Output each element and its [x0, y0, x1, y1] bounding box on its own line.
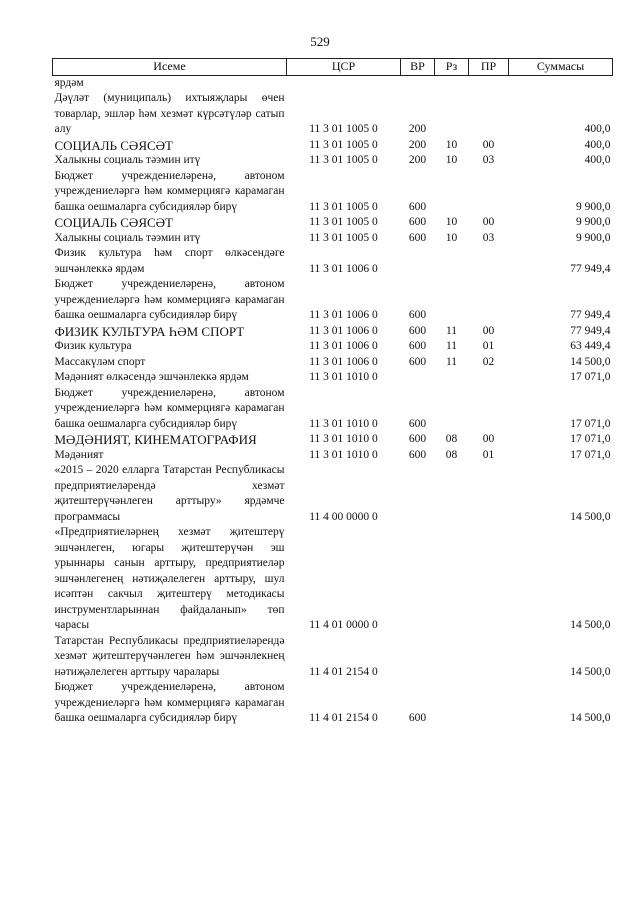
table-row	[53, 169, 613, 216]
cell-sum	[509, 75, 613, 91]
cell-pr: 02	[482, 355, 495, 368]
table-row	[53, 448, 613, 464]
cell-vr: 600	[408, 231, 427, 244]
cell-csr: 11 3 01 1005 0	[309, 231, 378, 244]
cell-csr: 11 3 01 1005 0	[309, 138, 378, 151]
cell-vr	[401, 634, 435, 681]
cell-pr: 00	[482, 138, 495, 151]
table-row	[53, 463, 613, 525]
cell-vr	[401, 525, 435, 634]
cell-rz	[435, 386, 469, 433]
cell-pr	[469, 91, 509, 138]
cell-rz: 08	[445, 448, 458, 461]
header-vr: ВР	[401, 59, 435, 76]
cell-sum: 17 071,0	[570, 371, 611, 383]
cell-name: Мәдәният өлкәсендә эшчәнлеккә ярдәм	[54, 371, 249, 383]
cell-vr	[401, 75, 435, 91]
cell-name: Мәдәният	[54, 448, 104, 461]
header-csr: ЦСР	[287, 59, 401, 76]
cell-sum: 14 500,0	[570, 619, 611, 631]
budget-table	[52, 58, 613, 727]
cell-rz	[435, 370, 469, 386]
cell-rz: 08	[445, 433, 458, 445]
cell-csr: 11 3 01 1005 0	[309, 123, 378, 135]
cell-sum: 14 500,0	[570, 355, 611, 368]
table-row	[53, 370, 613, 386]
cell-rz: 10	[445, 138, 458, 151]
cell-pr: 00	[482, 216, 495, 228]
cell-sum: 63 449,4	[570, 340, 611, 352]
table-row	[53, 75, 613, 91]
cell-pr	[469, 525, 509, 634]
cell-pr	[469, 386, 509, 433]
cell-sum: 17 071,0	[570, 433, 611, 445]
cell-name: Бюджет учреждениеләренә, автоном учреждениеләргә һәм коммерциягә карамаган башка оешмаларга субсидияләр бирү	[54, 169, 285, 213]
table-header-row	[53, 59, 613, 76]
cell-pr	[469, 634, 509, 681]
cell-csr: 11 3 01 1005 0	[309, 216, 378, 228]
cell-vr: 600	[408, 433, 427, 445]
cell-pr	[469, 463, 509, 525]
cell-sum: 17 071,0	[570, 417, 611, 430]
cell-rz	[435, 634, 469, 681]
header-sum: Суммасы	[509, 59, 613, 76]
cell-sum: 14 500,0	[570, 712, 611, 724]
cell-vr: 600	[408, 200, 427, 213]
cell-csr: 11 3 01 1006 0	[309, 262, 378, 275]
table-row	[53, 246, 613, 277]
cell-sum: 77 949,4	[570, 262, 611, 275]
cell-pr	[469, 680, 509, 727]
cell-pr: 03	[482, 154, 495, 166]
cell-vr: 200	[408, 154, 427, 166]
cell-sum: 9 900,0	[576, 200, 611, 213]
cell-name: ярдәм	[54, 76, 84, 89]
cell-csr: 11 3 01 1006 0	[309, 324, 378, 337]
cell-name: Бюджет учреждениеләренә, автоном учреждениеләргә һәм коммерциягә карамаган башка оешмаларга субсидияләр бирү	[54, 278, 285, 321]
cell-vr: 600	[408, 417, 427, 430]
table-row	[53, 355, 613, 371]
cell-sum: 14 500,0	[570, 665, 611, 678]
header-pr: ПР	[469, 59, 509, 76]
cell-name: Бюджет учреждениеләренә, автоном учреждениеләргә һәм коммерциягә карамаган башка оешмаларга субсидияләр бирү	[54, 681, 285, 724]
table-body	[53, 75, 613, 727]
cell-rz	[435, 246, 469, 277]
cell-rz	[435, 463, 469, 525]
cell-rz: 11	[445, 324, 458, 337]
cell-name: ФИЗИК КУЛЬТУРА ҺӘМ СПОРТ	[54, 323, 245, 339]
cell-sum: 9 900,0	[576, 231, 611, 244]
cell-rz	[435, 525, 469, 634]
cell-csr: 11 3 01 1010 0	[309, 448, 378, 461]
cell-name: «Предприятиеләрнең хезмәт җитештерү эшчәнлеген, югары җитештерүчән эш урыннары санын арттыру, предприятиеләр эшчәнлегенең нәтиҗәлелеген арттыру, шул исәптән сакчыл җитештерү методикасы инструментларыннан файдаланып» төп чарасы	[54, 526, 285, 631]
table-row	[53, 634, 613, 681]
cell-sum: 400,0	[584, 154, 611, 166]
table-row	[53, 525, 613, 634]
cell-vr: 600	[408, 309, 427, 321]
cell-rz: 11	[445, 340, 458, 352]
cell-name: Массакүләм спорт	[54, 355, 146, 368]
cell-vr: 200	[408, 123, 427, 135]
cell-name: Халыкны социаль тәэмин итү	[54, 154, 201, 166]
cell-rz	[435, 91, 469, 138]
cell-csr: 11 4 01 2154 0	[309, 712, 378, 724]
cell-vr	[401, 463, 435, 525]
page-number: 529	[310, 34, 330, 49]
cell-csr: 11 3 01 1010 0	[309, 417, 378, 430]
header-name: Исеме	[53, 59, 287, 76]
cell-csr: 11 3 01 1010 0	[309, 433, 378, 445]
cell-name: СОЦИАЛЬ СӘЯСӘТ	[54, 137, 173, 153]
table-row	[53, 153, 613, 169]
cell-sum: 14 500,0	[570, 510, 611, 523]
cell-vr: 600	[408, 340, 427, 352]
cell-pr: 03	[482, 231, 495, 244]
cell-csr: 11 3 01 1005 0	[309, 154, 378, 166]
cell-rz: 11	[445, 355, 458, 368]
cell-sum: 400,0	[584, 123, 611, 135]
cell-vr	[401, 246, 435, 277]
cell-pr	[469, 246, 509, 277]
cell-name: Халыкны социаль тәэмин итү	[54, 231, 201, 244]
cell-name: СОЦИАЛЬ СӘЯСӘТ	[54, 215, 173, 230]
cell-rz	[435, 277, 469, 324]
cell-pr	[469, 277, 509, 324]
cell-csr: 11 3 01 1005 0	[309, 200, 378, 213]
cell-pr: 01	[482, 448, 495, 461]
cell-sum: 400,0	[584, 138, 611, 151]
cell-pr: 00	[482, 324, 495, 337]
table-row	[53, 386, 613, 433]
cell-pr: 01	[482, 340, 495, 352]
cell-sum: 9 900,0	[576, 216, 611, 228]
cell-pr	[469, 75, 509, 91]
cell-csr: 11 3 01 1006 0	[309, 309, 378, 321]
cell-pr	[469, 169, 509, 216]
cell-vr: 600	[408, 216, 427, 228]
cell-rz: 10	[445, 216, 458, 228]
cell-sum: 17 071,0	[570, 448, 611, 461]
cell-csr: 11 4 01 0000 0	[309, 619, 378, 631]
cell-csr: 11 3 01 1010 0	[309, 371, 378, 383]
cell-vr: 600	[408, 448, 427, 461]
cell-vr	[401, 370, 435, 386]
cell-sum: 77 949,4	[570, 309, 611, 321]
cell-pr: 00	[482, 433, 495, 445]
table-row	[53, 91, 613, 138]
cell-csr: 11 4 00 0000 0	[309, 510, 378, 523]
cell-rz: 10	[445, 154, 458, 166]
cell-name: Физик культура	[54, 340, 132, 352]
cell-vr: 600	[408, 712, 427, 724]
cell-rz	[435, 680, 469, 727]
table-row	[53, 215, 613, 231]
cell-rz	[435, 169, 469, 216]
cell-name: Татарстан Республикасы предприятиеләрендә хезмәт җитештерүчәнлеген һәм эшчәнлекнең нәтиҗәлелеген арттыру чаралары	[54, 634, 285, 678]
cell-vr: 200	[408, 138, 427, 151]
cell-rz	[435, 75, 469, 91]
table-row	[53, 432, 613, 448]
cell-name: Дәүләт (муниципаль) ихтыяҗлары өчен товарлар, эшләр һәм хезмәт күрсәтүләр сатып алу	[54, 92, 285, 135]
header-rz: Рз	[435, 59, 469, 76]
cell-vr: 600	[408, 355, 427, 368]
cell-csr	[287, 75, 401, 91]
cell-csr: 11 3 01 1006 0	[309, 340, 378, 352]
cell-name: «2015 – 2020 елларга Татарстан Республикасы предприятиеләрендә хезмәт җитештерүчәнлеген арттыру» ярдәмче программасы	[54, 464, 285, 523]
cell-sum: 77 949,4	[570, 324, 611, 337]
table-row	[53, 231, 613, 247]
cell-rz: 10	[445, 231, 458, 244]
table-row	[53, 339, 613, 355]
table-row	[53, 680, 613, 727]
cell-csr: 11 3 01 1006 0	[309, 355, 378, 368]
cell-vr: 600	[408, 324, 427, 337]
table-row	[53, 138, 613, 154]
cell-pr	[469, 370, 509, 386]
cell-name: Бюджет учреждениеләренә, автоном учреждениеләргә һәм коммерциягә карамаган башка оешмаларга субсидияләр бирү	[54, 386, 285, 430]
table-row	[53, 277, 613, 324]
cell-name: МӘДӘНИЯТ, КИНЕМАТОГРАФИЯ	[54, 432, 257, 447]
table-row	[53, 324, 613, 340]
cell-csr: 11 4 01 2154 0	[309, 665, 378, 678]
cell-name: Физик культура һәм спорт өлкәсендәге эшчәнлеккә ярдәм	[54, 247, 285, 275]
